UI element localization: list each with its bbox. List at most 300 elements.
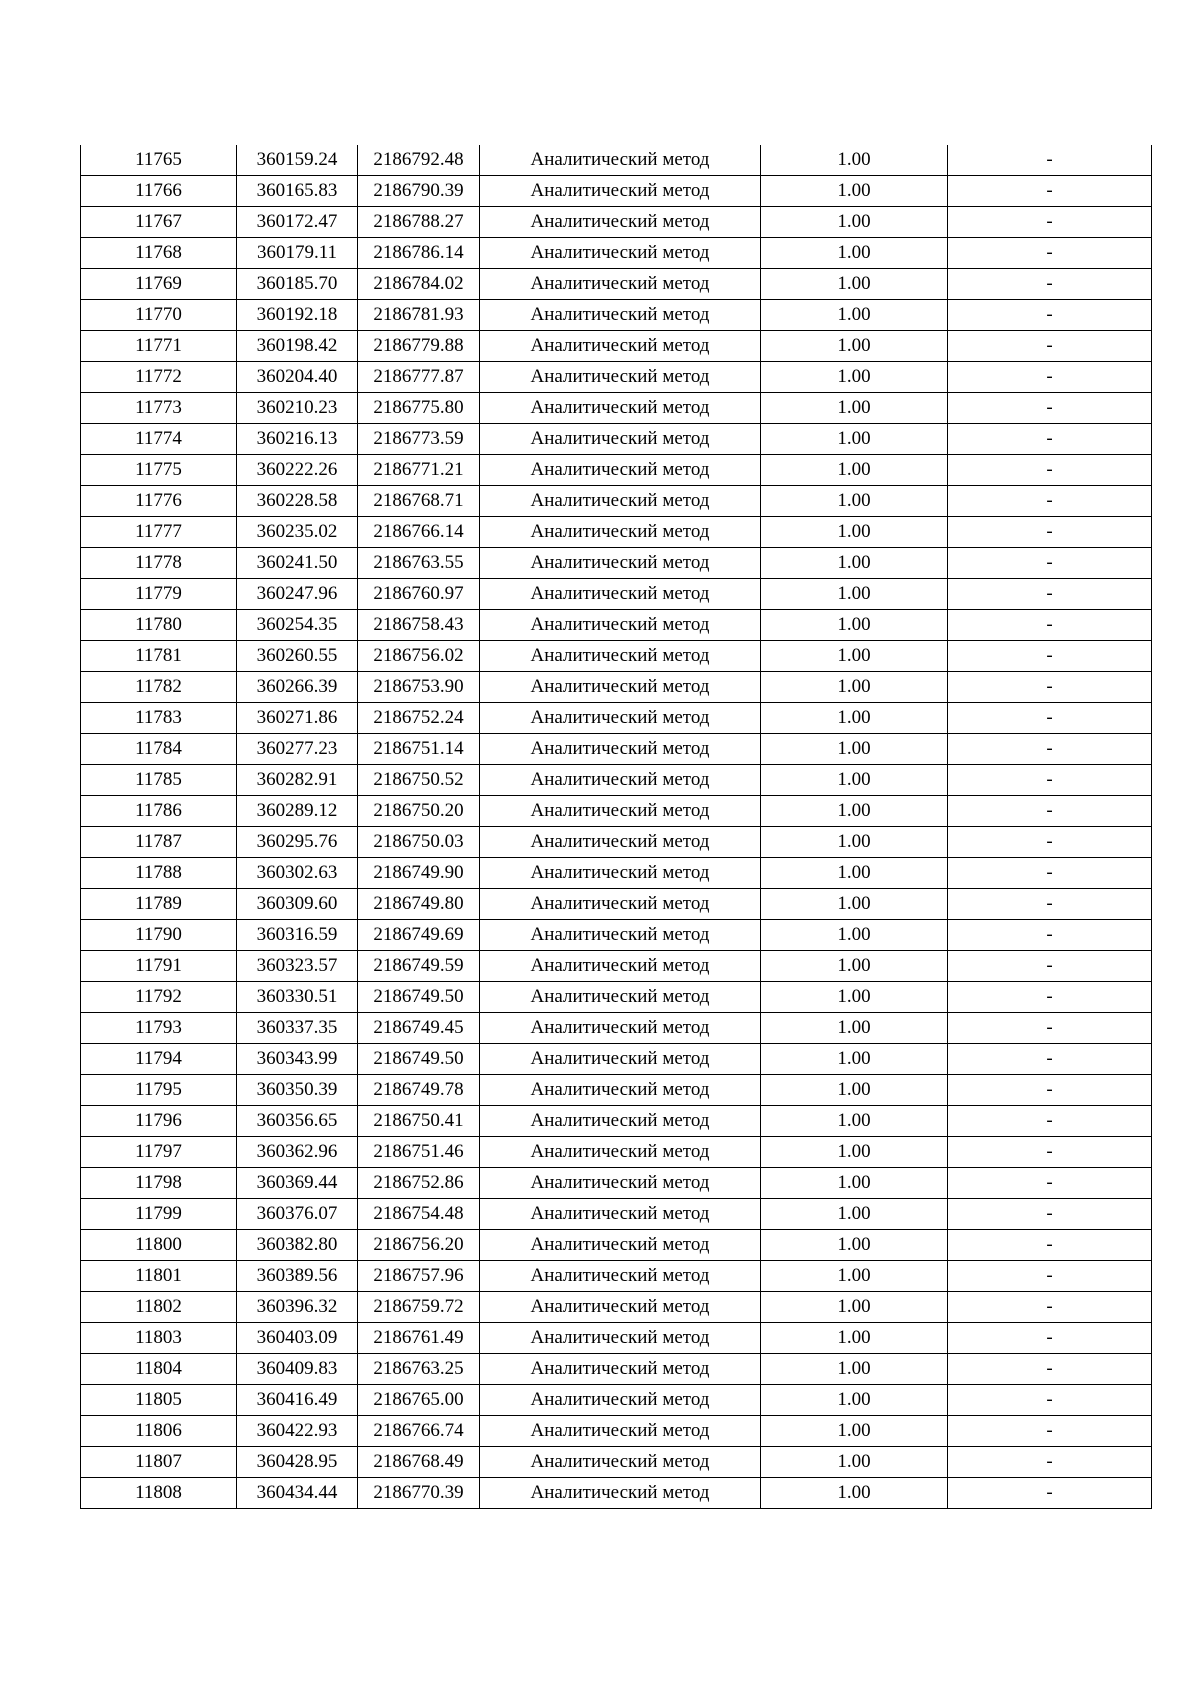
point-number-cell: 11807 — [81, 1447, 237, 1478]
x-coordinate-cell: 360241.50 — [237, 548, 358, 579]
method-cell: Аналитический метод — [480, 1106, 761, 1137]
table-row — [81, 1416, 1152, 1447]
point-number-cell: 11799 — [81, 1199, 237, 1230]
y-coordinate-cell: 2186749.50 — [358, 1044, 480, 1075]
accuracy-cell: 1.00 — [761, 579, 948, 610]
x-coordinate-cell: 360362.96 — [237, 1137, 358, 1168]
method-cell: Аналитический метод — [480, 1354, 761, 1385]
description-cell: - — [948, 951, 1152, 982]
method-cell: Аналитический метод — [480, 1447, 761, 1478]
y-coordinate-cell: 2186753.90 — [358, 672, 480, 703]
y-coordinate-cell: 2186752.86 — [358, 1168, 480, 1199]
method-cell: Аналитический метод — [480, 548, 761, 579]
method-cell: Аналитический метод — [480, 424, 761, 455]
method-cell: Аналитический метод — [480, 269, 761, 300]
description-cell: - — [948, 889, 1152, 920]
x-coordinate-cell: 360422.93 — [237, 1416, 358, 1447]
description-cell: - — [948, 1416, 1152, 1447]
accuracy-cell: 1.00 — [761, 765, 948, 796]
description-cell: - — [948, 641, 1152, 672]
method-cell: Аналитический метод — [480, 579, 761, 610]
accuracy-cell: 1.00 — [761, 920, 948, 951]
table-row — [81, 1168, 1152, 1199]
x-coordinate-cell: 360343.99 — [237, 1044, 358, 1075]
x-coordinate-cell: 360403.09 — [237, 1323, 358, 1354]
accuracy-cell: 1.00 — [761, 827, 948, 858]
y-coordinate-cell: 2186749.50 — [358, 982, 480, 1013]
accuracy-cell: 1.00 — [761, 1044, 948, 1075]
method-cell: Аналитический метод — [480, 362, 761, 393]
y-coordinate-cell: 2186775.80 — [358, 393, 480, 424]
accuracy-cell: 1.00 — [761, 362, 948, 393]
table-row — [81, 734, 1152, 765]
description-cell: - — [948, 579, 1152, 610]
method-cell: Аналитический метод — [480, 734, 761, 765]
y-coordinate-cell: 2186756.20 — [358, 1230, 480, 1261]
method-cell: Аналитический метод — [480, 1478, 761, 1509]
point-number-cell: 11784 — [81, 734, 237, 765]
table-row — [81, 176, 1152, 207]
coordinates-table — [80, 145, 1152, 1509]
point-number-cell: 11795 — [81, 1075, 237, 1106]
point-number-cell: 11779 — [81, 579, 237, 610]
x-coordinate-cell: 360302.63 — [237, 858, 358, 889]
description-cell: - — [948, 1261, 1152, 1292]
point-number-cell: 11778 — [81, 548, 237, 579]
y-coordinate-cell: 2186750.03 — [358, 827, 480, 858]
accuracy-cell: 1.00 — [761, 1323, 948, 1354]
point-number-cell: 11804 — [81, 1354, 237, 1385]
x-coordinate-cell: 360247.96 — [237, 579, 358, 610]
method-cell: Аналитический метод — [480, 145, 761, 176]
description-cell: - — [948, 703, 1152, 734]
method-cell: Аналитический метод — [480, 703, 761, 734]
accuracy-cell: 1.00 — [761, 176, 948, 207]
accuracy-cell: 1.00 — [761, 982, 948, 1013]
accuracy-cell: 1.00 — [761, 1137, 948, 1168]
x-coordinate-cell: 360396.32 — [237, 1292, 358, 1323]
x-coordinate-cell: 360428.95 — [237, 1447, 358, 1478]
y-coordinate-cell: 2186790.39 — [358, 176, 480, 207]
accuracy-cell: 1.00 — [761, 1292, 948, 1323]
method-cell: Аналитический метод — [480, 331, 761, 362]
table-row — [81, 951, 1152, 982]
x-coordinate-cell: 360416.49 — [237, 1385, 358, 1416]
method-cell: Аналитический метод — [480, 1075, 761, 1106]
x-coordinate-cell: 360382.80 — [237, 1230, 358, 1261]
accuracy-cell: 1.00 — [761, 703, 948, 734]
table-row — [81, 796, 1152, 827]
point-number-cell: 11800 — [81, 1230, 237, 1261]
method-cell: Аналитический метод — [480, 796, 761, 827]
x-coordinate-cell: 360309.60 — [237, 889, 358, 920]
point-number-cell: 11786 — [81, 796, 237, 827]
x-coordinate-cell: 360282.91 — [237, 765, 358, 796]
accuracy-cell: 1.00 — [761, 951, 948, 982]
description-cell: - — [948, 393, 1152, 424]
accuracy-cell: 1.00 — [761, 889, 948, 920]
x-coordinate-cell: 360235.02 — [237, 517, 358, 548]
table-row — [81, 207, 1152, 238]
method-cell: Аналитический метод — [480, 1323, 761, 1354]
y-coordinate-cell: 2186751.14 — [358, 734, 480, 765]
method-cell: Аналитический метод — [480, 827, 761, 858]
description-cell: - — [948, 300, 1152, 331]
y-coordinate-cell: 2186788.27 — [358, 207, 480, 238]
x-coordinate-cell: 360337.35 — [237, 1013, 358, 1044]
y-coordinate-cell: 2186749.59 — [358, 951, 480, 982]
table-row — [81, 1199, 1152, 1230]
point-number-cell: 11794 — [81, 1044, 237, 1075]
point-number-cell: 11783 — [81, 703, 237, 734]
accuracy-cell: 1.00 — [761, 1478, 948, 1509]
point-number-cell: 11791 — [81, 951, 237, 982]
description-cell: - — [948, 238, 1152, 269]
description-cell: - — [948, 827, 1152, 858]
x-coordinate-cell: 360323.57 — [237, 951, 358, 982]
y-coordinate-cell: 2186758.43 — [358, 610, 480, 641]
method-cell: Аналитический метод — [480, 1230, 761, 1261]
description-cell: - — [948, 1013, 1152, 1044]
point-number-cell: 11796 — [81, 1106, 237, 1137]
y-coordinate-cell: 2186749.80 — [358, 889, 480, 920]
y-coordinate-cell: 2186773.59 — [358, 424, 480, 455]
method-cell: Аналитический метод — [480, 765, 761, 796]
description-cell: - — [948, 610, 1152, 641]
method-cell: Аналитический метод — [480, 393, 761, 424]
y-coordinate-cell: 2186763.25 — [358, 1354, 480, 1385]
description-cell: - — [948, 1199, 1152, 1230]
x-coordinate-cell: 360179.11 — [237, 238, 358, 269]
x-coordinate-cell: 360356.65 — [237, 1106, 358, 1137]
point-number-cell: 11802 — [81, 1292, 237, 1323]
description-cell: - — [948, 207, 1152, 238]
point-number-cell: 11771 — [81, 331, 237, 362]
y-coordinate-cell: 2186771.21 — [358, 455, 480, 486]
method-cell: Аналитический метод — [480, 1013, 761, 1044]
x-coordinate-cell: 360165.83 — [237, 176, 358, 207]
y-coordinate-cell: 2186766.74 — [358, 1416, 480, 1447]
point-number-cell: 11768 — [81, 238, 237, 269]
table-row — [81, 145, 1152, 176]
x-coordinate-cell: 360369.44 — [237, 1168, 358, 1199]
table-row — [81, 1137, 1152, 1168]
y-coordinate-cell: 2186768.71 — [358, 486, 480, 517]
point-number-cell: 11785 — [81, 765, 237, 796]
x-coordinate-cell: 360254.35 — [237, 610, 358, 641]
coordinates-table-body — [81, 145, 1152, 1509]
x-coordinate-cell: 360192.18 — [237, 300, 358, 331]
table-row — [81, 1385, 1152, 1416]
x-coordinate-cell: 360316.59 — [237, 920, 358, 951]
y-coordinate-cell: 2186750.41 — [358, 1106, 480, 1137]
table-row — [81, 982, 1152, 1013]
y-coordinate-cell: 2186761.49 — [358, 1323, 480, 1354]
point-number-cell: 11770 — [81, 300, 237, 331]
table-row — [81, 1323, 1152, 1354]
point-number-cell: 11767 — [81, 207, 237, 238]
method-cell: Аналитический метод — [480, 1199, 761, 1230]
accuracy-cell: 1.00 — [761, 1106, 948, 1137]
table-row — [81, 920, 1152, 951]
point-number-cell: 11782 — [81, 672, 237, 703]
y-coordinate-cell: 2186754.48 — [358, 1199, 480, 1230]
point-number-cell: 11774 — [81, 424, 237, 455]
point-number-cell: 11789 — [81, 889, 237, 920]
description-cell: - — [948, 672, 1152, 703]
point-number-cell: 11773 — [81, 393, 237, 424]
table-row — [81, 1292, 1152, 1323]
table-row — [81, 1044, 1152, 1075]
y-coordinate-cell: 2186784.02 — [358, 269, 480, 300]
method-cell: Аналитический метод — [480, 207, 761, 238]
description-cell: - — [948, 486, 1152, 517]
point-number-cell: 11790 — [81, 920, 237, 951]
y-coordinate-cell: 2186786.14 — [358, 238, 480, 269]
x-coordinate-cell: 360330.51 — [237, 982, 358, 1013]
accuracy-cell: 1.00 — [761, 486, 948, 517]
description-cell: - — [948, 145, 1152, 176]
table-row — [81, 641, 1152, 672]
y-coordinate-cell: 2186759.72 — [358, 1292, 480, 1323]
point-number-cell: 11797 — [81, 1137, 237, 1168]
point-number-cell: 11781 — [81, 641, 237, 672]
y-coordinate-cell: 2186750.52 — [358, 765, 480, 796]
accuracy-cell: 1.00 — [761, 1168, 948, 1199]
table-row — [81, 393, 1152, 424]
x-coordinate-cell: 360159.24 — [237, 145, 358, 176]
y-coordinate-cell: 2186763.55 — [358, 548, 480, 579]
accuracy-cell: 1.00 — [761, 145, 948, 176]
table-row — [81, 1478, 1152, 1509]
table-row — [81, 858, 1152, 889]
description-cell: - — [948, 331, 1152, 362]
accuracy-cell: 1.00 — [761, 238, 948, 269]
description-cell: - — [948, 269, 1152, 300]
x-coordinate-cell: 360389.56 — [237, 1261, 358, 1292]
description-cell: - — [948, 796, 1152, 827]
point-number-cell: 11803 — [81, 1323, 237, 1354]
y-coordinate-cell: 2186751.46 — [358, 1137, 480, 1168]
y-coordinate-cell: 2186768.49 — [358, 1447, 480, 1478]
description-cell: - — [948, 858, 1152, 889]
accuracy-cell: 1.00 — [761, 1416, 948, 1447]
y-coordinate-cell: 2186770.39 — [358, 1478, 480, 1509]
table-row — [81, 765, 1152, 796]
description-cell: - — [948, 362, 1152, 393]
table-row — [81, 362, 1152, 393]
accuracy-cell: 1.00 — [761, 331, 948, 362]
accuracy-cell: 1.00 — [761, 548, 948, 579]
x-coordinate-cell: 360295.76 — [237, 827, 358, 858]
accuracy-cell: 1.00 — [761, 300, 948, 331]
x-coordinate-cell: 360260.55 — [237, 641, 358, 672]
x-coordinate-cell: 360289.12 — [237, 796, 358, 827]
description-cell: - — [948, 734, 1152, 765]
method-cell: Аналитический метод — [480, 455, 761, 486]
method-cell: Аналитический метод — [480, 238, 761, 269]
table-row — [81, 889, 1152, 920]
x-coordinate-cell: 360277.23 — [237, 734, 358, 765]
table-row — [81, 579, 1152, 610]
point-number-cell: 11801 — [81, 1261, 237, 1292]
description-cell: - — [948, 1354, 1152, 1385]
accuracy-cell: 1.00 — [761, 1199, 948, 1230]
point-number-cell: 11788 — [81, 858, 237, 889]
accuracy-cell: 1.00 — [761, 455, 948, 486]
y-coordinate-cell: 2186749.45 — [358, 1013, 480, 1044]
y-coordinate-cell: 2186760.97 — [358, 579, 480, 610]
description-cell: - — [948, 920, 1152, 951]
y-coordinate-cell: 2186766.14 — [358, 517, 480, 548]
point-number-cell: 11793 — [81, 1013, 237, 1044]
description-cell: - — [948, 1385, 1152, 1416]
description-cell: - — [948, 1478, 1152, 1509]
point-number-cell: 11808 — [81, 1478, 237, 1509]
method-cell: Аналитический метод — [480, 951, 761, 982]
table-row — [81, 455, 1152, 486]
description-cell: - — [948, 1447, 1152, 1478]
method-cell: Аналитический метод — [480, 1261, 761, 1292]
table-row — [81, 1354, 1152, 1385]
x-coordinate-cell: 360198.42 — [237, 331, 358, 362]
description-cell: - — [948, 424, 1152, 455]
x-coordinate-cell: 360222.26 — [237, 455, 358, 486]
description-cell: - — [948, 517, 1152, 548]
description-cell: - — [948, 1044, 1152, 1075]
method-cell: Аналитический метод — [480, 982, 761, 1013]
method-cell: Аналитический метод — [480, 1168, 761, 1199]
method-cell: Аналитический метод — [480, 1385, 761, 1416]
y-coordinate-cell: 2186749.69 — [358, 920, 480, 951]
point-number-cell: 11787 — [81, 827, 237, 858]
description-cell: - — [948, 1106, 1152, 1137]
table-row — [81, 548, 1152, 579]
point-number-cell: 11765 — [81, 145, 237, 176]
method-cell: Аналитический метод — [480, 1292, 761, 1323]
x-coordinate-cell: 360185.70 — [237, 269, 358, 300]
accuracy-cell: 1.00 — [761, 1230, 948, 1261]
point-number-cell: 11805 — [81, 1385, 237, 1416]
x-coordinate-cell: 360210.23 — [237, 393, 358, 424]
point-number-cell: 11775 — [81, 455, 237, 486]
x-coordinate-cell: 360271.86 — [237, 703, 358, 734]
method-cell: Аналитический метод — [480, 672, 761, 703]
table-row — [81, 703, 1152, 734]
method-cell: Аналитический метод — [480, 641, 761, 672]
accuracy-cell: 1.00 — [761, 858, 948, 889]
method-cell: Аналитический метод — [480, 610, 761, 641]
table-row — [81, 1447, 1152, 1478]
method-cell: Аналитический метод — [480, 1416, 761, 1447]
y-coordinate-cell: 2186777.87 — [358, 362, 480, 393]
method-cell: Аналитический метод — [480, 858, 761, 889]
point-number-cell: 11792 — [81, 982, 237, 1013]
table-row — [81, 1261, 1152, 1292]
point-number-cell: 11806 — [81, 1416, 237, 1447]
table-row — [81, 300, 1152, 331]
description-cell: - — [948, 1137, 1152, 1168]
description-cell: - — [948, 765, 1152, 796]
method-cell: Аналитический метод — [480, 920, 761, 951]
table-row — [81, 827, 1152, 858]
method-cell: Аналитический метод — [480, 1137, 761, 1168]
y-coordinate-cell: 2186781.93 — [358, 300, 480, 331]
y-coordinate-cell: 2186750.20 — [358, 796, 480, 827]
accuracy-cell: 1.00 — [761, 393, 948, 424]
accuracy-cell: 1.00 — [761, 269, 948, 300]
description-cell: - — [948, 1168, 1152, 1199]
accuracy-cell: 1.00 — [761, 641, 948, 672]
table-row — [81, 1013, 1152, 1044]
x-coordinate-cell: 360216.13 — [237, 424, 358, 455]
description-cell: - — [948, 548, 1152, 579]
method-cell: Аналитический метод — [480, 176, 761, 207]
x-coordinate-cell: 360409.83 — [237, 1354, 358, 1385]
table-row — [81, 1106, 1152, 1137]
method-cell: Аналитический метод — [480, 300, 761, 331]
x-coordinate-cell: 360266.39 — [237, 672, 358, 703]
y-coordinate-cell: 2186779.88 — [358, 331, 480, 362]
accuracy-cell: 1.00 — [761, 672, 948, 703]
table-row — [81, 1075, 1152, 1106]
y-coordinate-cell: 2186749.78 — [358, 1075, 480, 1106]
description-cell: - — [948, 1075, 1152, 1106]
accuracy-cell: 1.00 — [761, 1447, 948, 1478]
y-coordinate-cell: 2186792.48 — [358, 145, 480, 176]
x-coordinate-cell: 360350.39 — [237, 1075, 358, 1106]
accuracy-cell: 1.00 — [761, 1075, 948, 1106]
table-row — [81, 486, 1152, 517]
method-cell: Аналитический метод — [480, 889, 761, 920]
table-row — [81, 331, 1152, 362]
description-cell: - — [948, 982, 1152, 1013]
y-coordinate-cell: 2186752.24 — [358, 703, 480, 734]
x-coordinate-cell: 360204.40 — [237, 362, 358, 393]
x-coordinate-cell: 360228.58 — [237, 486, 358, 517]
y-coordinate-cell: 2186765.00 — [358, 1385, 480, 1416]
point-number-cell: 11780 — [81, 610, 237, 641]
x-coordinate-cell: 360172.47 — [237, 207, 358, 238]
point-number-cell: 11776 — [81, 486, 237, 517]
point-number-cell: 11766 — [81, 176, 237, 207]
table-row — [81, 1230, 1152, 1261]
table-row — [81, 238, 1152, 269]
y-coordinate-cell: 2186756.02 — [358, 641, 480, 672]
accuracy-cell: 1.00 — [761, 1354, 948, 1385]
accuracy-cell: 1.00 — [761, 610, 948, 641]
table-row — [81, 424, 1152, 455]
x-coordinate-cell: 360376.07 — [237, 1199, 358, 1230]
description-cell: - — [948, 1292, 1152, 1323]
description-cell: - — [948, 1230, 1152, 1261]
point-number-cell: 11769 — [81, 269, 237, 300]
y-coordinate-cell: 2186749.90 — [358, 858, 480, 889]
point-number-cell: 11772 — [81, 362, 237, 393]
table-row — [81, 672, 1152, 703]
method-cell: Аналитический метод — [480, 486, 761, 517]
accuracy-cell: 1.00 — [761, 207, 948, 238]
accuracy-cell: 1.00 — [761, 424, 948, 455]
accuracy-cell: 1.00 — [761, 1013, 948, 1044]
accuracy-cell: 1.00 — [761, 1385, 948, 1416]
method-cell: Аналитический метод — [480, 1044, 761, 1075]
y-coordinate-cell: 2186757.96 — [358, 1261, 480, 1292]
description-cell: - — [948, 1323, 1152, 1354]
table-row — [81, 269, 1152, 300]
accuracy-cell: 1.00 — [761, 1261, 948, 1292]
table-row — [81, 610, 1152, 641]
